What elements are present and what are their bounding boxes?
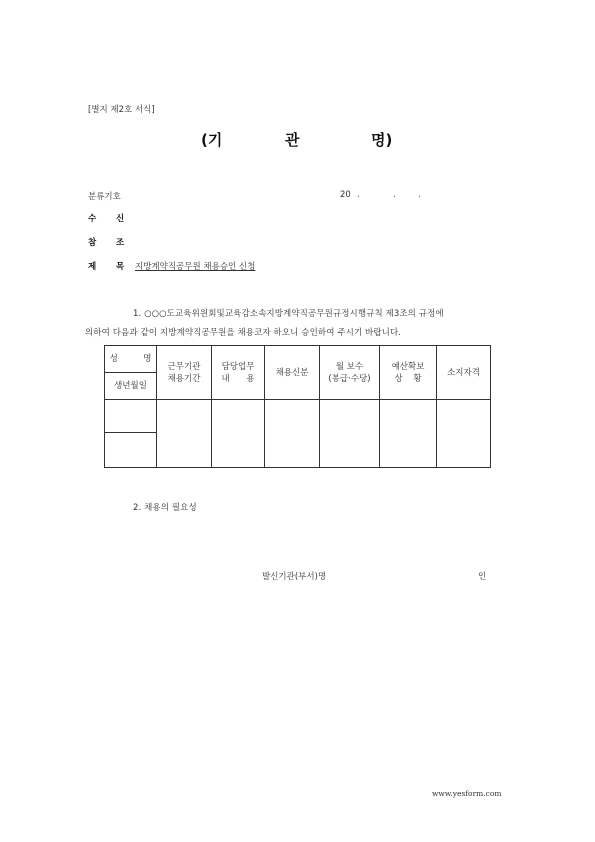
header-birth: 생년월일 [105,373,157,400]
cell-birth [105,433,157,468]
date-dot-3: . [418,190,421,200]
title-mid: 관 [285,131,300,149]
date-year: 20 [340,190,351,200]
cell-budget [380,400,437,468]
header-period [157,346,212,400]
recipient-label-1: 수 [88,214,97,224]
subject-value: 지방계약직공무원 채용승인 신청 [135,262,256,272]
header-period-1: 근무기관 [167,361,201,372]
paragraph-2: 2. 채용의 필요성 [133,503,197,513]
header-name-1: 성 [109,354,118,364]
recipient-label-2: 신 [116,214,125,224]
cell-period [157,400,212,468]
header-budget-2: 상 황 [394,373,422,384]
form-label: [별지 제2호 서식] [88,105,155,115]
header-duty-2: 내 용 [221,373,255,384]
header-duty-1: 담당업무 [221,361,255,372]
header-status: 채용신분 [265,346,320,400]
page-title [0,129,595,151]
header-salary [320,346,380,400]
header-period-2: 채용기간 [167,373,201,384]
subject-label-2: 목 [116,262,125,272]
classification-label: 분류기호 [88,192,121,202]
reference-label-1: 참 [88,238,97,248]
cell-status [265,400,320,468]
cell-qualification [437,400,491,468]
header-salary-1: 월 보수 [335,361,364,372]
header-name-2: 명 [143,354,152,364]
title-close: 명) [371,131,393,149]
header-name [105,346,157,373]
footer-url: www.yesform.com [432,789,502,798]
paragraph-1-line-1: 1. ○○○도교육위원회및교육감소속지방계약직공무원규정시행규칙 제3조의 규정에 [133,309,444,319]
date-dot-1: . [357,190,360,200]
seal-mark: 인 [478,572,487,582]
cell-salary [320,400,380,468]
header-salary-2: (봉급·수당) [328,373,371,384]
header-duty [212,346,265,400]
application-table [104,345,491,468]
header-budget [380,346,437,400]
paragraph-1-line-2: 의하여 다음과 같이 지방계약직공무원을 채용코자 하오니 승인하여 주시기 바랍니다. [85,328,402,338]
subject-label-1: 제 [88,262,97,272]
sender-name: 발신기관(부서)명 [262,572,327,582]
date-dot-2: . [393,190,396,200]
title-open: (기 [201,131,223,149]
reference-label-2: 조 [116,238,125,248]
cell-name [105,400,157,433]
header-budget-1: 예산확보 [391,361,425,372]
cell-duty [212,400,265,468]
header-qualification: 소지자격 [437,346,491,400]
